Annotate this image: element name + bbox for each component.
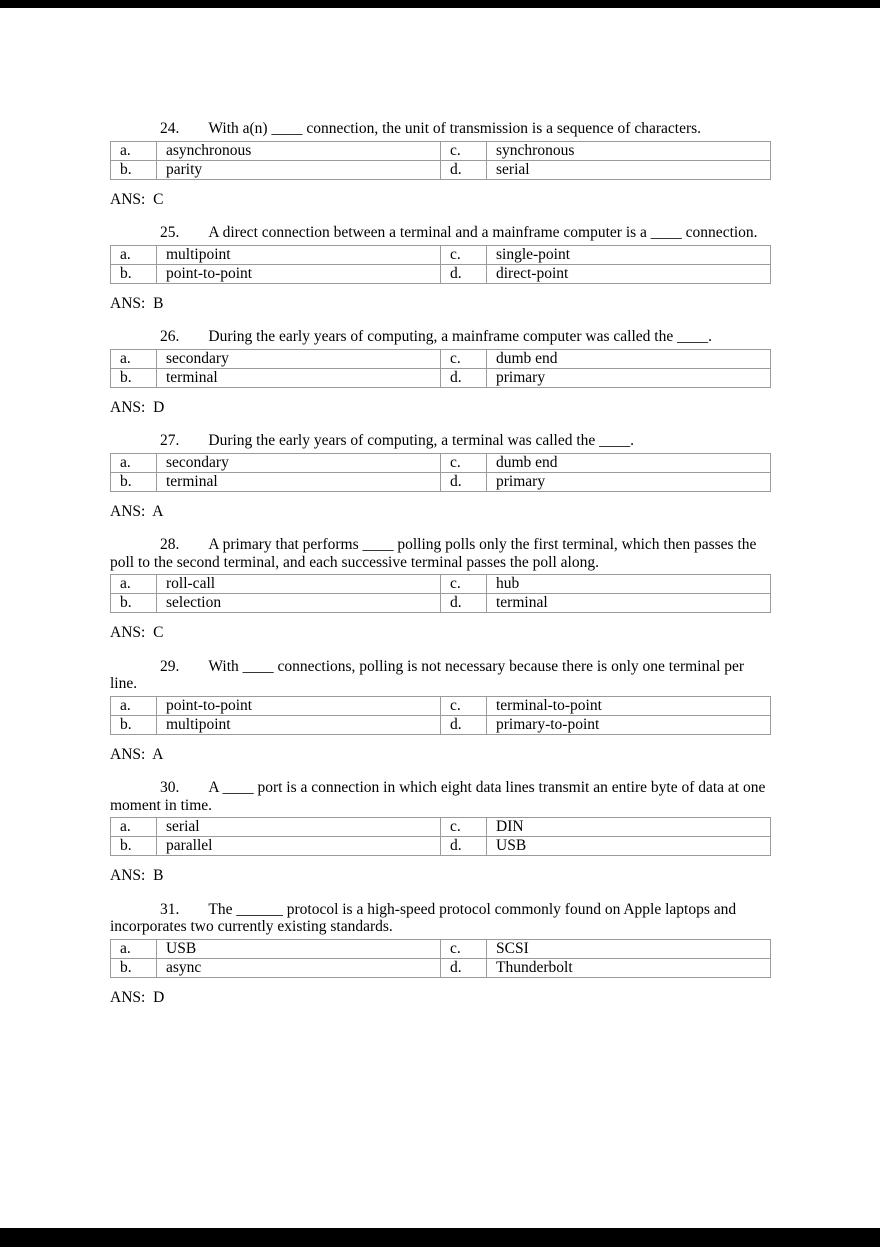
options-table [110,453,771,492]
options-table [110,245,771,284]
question-text [110,779,770,814]
option-letter-a: a. [111,939,157,958]
option-letter-d: d. [441,715,487,734]
option-text-c: dumb end [487,349,771,368]
question-number: 26. [160,328,180,345]
answer-line: ANS: C [110,190,164,208]
answer-line: ANS: A [110,502,164,520]
question-29 [110,658,770,764]
question-body: During the early years of computing, a terminal was called the ____. [208,432,635,449]
option-text-b: parity [157,160,441,179]
question-text [110,536,770,571]
options-table [110,939,771,978]
option-text-d: primary [487,368,771,387]
answer-line: ANS: B [110,294,164,312]
options-row [111,818,771,837]
option-letter-d: d. [441,368,487,387]
option-letter-b: b. [111,837,157,856]
option-letter-c: c. [441,141,487,160]
answer-line: ANS: D [110,988,165,1006]
options-row [111,594,771,613]
option-letter-a: a. [111,349,157,368]
question-30 [110,779,770,885]
question-text [110,432,770,450]
question-text [110,120,770,138]
question-25 [110,224,770,312]
option-letter-b: b. [111,368,157,387]
option-letter-a: a. [111,245,157,264]
question-number: 25. [160,224,180,241]
options-row [111,245,771,264]
option-text-a: secondary [157,349,441,368]
option-letter-b: b. [111,472,157,491]
option-text-a: roll-call [157,575,441,594]
answer-line: ANS: A [110,745,164,763]
question-28 [110,536,770,642]
question-27 [110,432,770,520]
option-text-b: multipoint [157,715,441,734]
option-letter-c: c. [441,245,487,264]
option-text-d: USB [487,837,771,856]
options-row [111,575,771,594]
question-text [110,224,770,242]
question-text [110,901,770,936]
option-letter-d: d. [441,472,487,491]
options-row [111,958,771,977]
option-text-b: selection [157,594,441,613]
options-row [111,939,771,958]
option-text-c: hub [487,575,771,594]
options-row [111,715,771,734]
question-text [110,328,770,346]
options-row [111,837,771,856]
option-text-c: SCSI [487,939,771,958]
question-body: The ______ protocol is a high-speed protocol commonly found on Apple laptops and incorporates two currently existing standards. [110,900,737,935]
question-number: 31. [160,900,180,918]
options-table [110,141,771,180]
option-letter-b: b. [111,160,157,179]
option-letter-c: c. [441,939,487,958]
option-text-c: DIN [487,818,771,837]
option-letter-d: d. [441,160,487,179]
option-letter-d: d. [441,958,487,977]
options-row [111,160,771,179]
document-page [0,8,880,1228]
option-letter-c: c. [441,575,487,594]
question-body: A direct connection between a terminal and a mainframe computer is a ____ connection. [208,224,758,241]
question-24 [110,120,770,208]
option-letter-d: d. [441,264,487,283]
options-table [110,574,771,613]
answer-line: ANS: C [110,624,164,641]
option-text-c: dumb end [487,453,771,472]
answer-line: ANS: D [110,398,165,416]
option-letter-a: a. [111,453,157,472]
option-letter-b: b. [111,594,157,613]
options-row [111,141,771,160]
option-text-d: serial [487,160,771,179]
option-letter-a: a. [111,575,157,594]
option-text-b: async [157,958,441,977]
options-row [111,264,771,283]
option-letter-c: c. [441,349,487,368]
option-letter-c: c. [441,818,487,837]
question-body: A primary that performs ____ polling polls only the first terminal, which then passes the poll to the second terminal, and each successive terminal passes the poll along. [110,536,757,571]
question-number: 30. [160,779,180,796]
option-text-c: single-point [487,245,771,264]
options-row [111,472,771,491]
option-text-d: primary [487,472,771,491]
question-31 [110,901,770,1007]
question-body: With ____ connections, polling is not necessary because there is only one terminal per line. [110,657,745,692]
option-text-c: synchronous [487,141,771,160]
option-text-c: terminal-to-point [487,696,771,715]
question-body: During the early years of computing, a mainframe computer was called the ____. [208,328,712,345]
options-row [111,349,771,368]
option-letter-b: b. [111,958,157,977]
option-letter-b: b. [111,264,157,283]
option-letter-c: c. [441,453,487,472]
option-letter-a: a. [111,141,157,160]
option-text-b: terminal [157,368,441,387]
option-text-a: multipoint [157,245,441,264]
option-text-a: asynchronous [157,141,441,160]
options-table [110,817,771,856]
options-table [110,696,771,735]
question-body: With a(n) ____ connection, the unit of transmission is a sequence of characters. [208,120,702,137]
option-text-d: primary-to-point [487,715,771,734]
question-number: 27. [160,432,180,449]
option-letter-a: a. [111,696,157,715]
answer-line: ANS: B [110,867,164,884]
question-number: 24. [160,120,180,137]
option-text-b: terminal [157,472,441,491]
options-row [111,453,771,472]
option-text-a: secondary [157,453,441,472]
option-text-a: point-to-point [157,696,441,715]
option-text-d: Thunderbolt [487,958,771,977]
option-letter-d: d. [441,594,487,613]
question-number: 29. [160,657,180,675]
options-row [111,696,771,715]
option-letter-b: b. [111,715,157,734]
question-number: 28. [160,536,180,553]
options-table [110,349,771,388]
option-text-b: parallel [157,837,441,856]
option-text-a: USB [157,939,441,958]
option-letter-a: a. [111,818,157,837]
question-body: A ____ port is a connection in which eight data lines transmit an entire byte of data at one moment in time. [110,779,766,814]
option-letter-d: d. [441,837,487,856]
option-letter-c: c. [441,696,487,715]
options-row [111,368,771,387]
option-text-a: serial [157,818,441,837]
question-26 [110,328,770,416]
option-text-d: terminal [487,594,771,613]
question-text [110,658,770,693]
option-text-d: direct-point [487,264,771,283]
option-text-b: point-to-point [157,264,441,283]
